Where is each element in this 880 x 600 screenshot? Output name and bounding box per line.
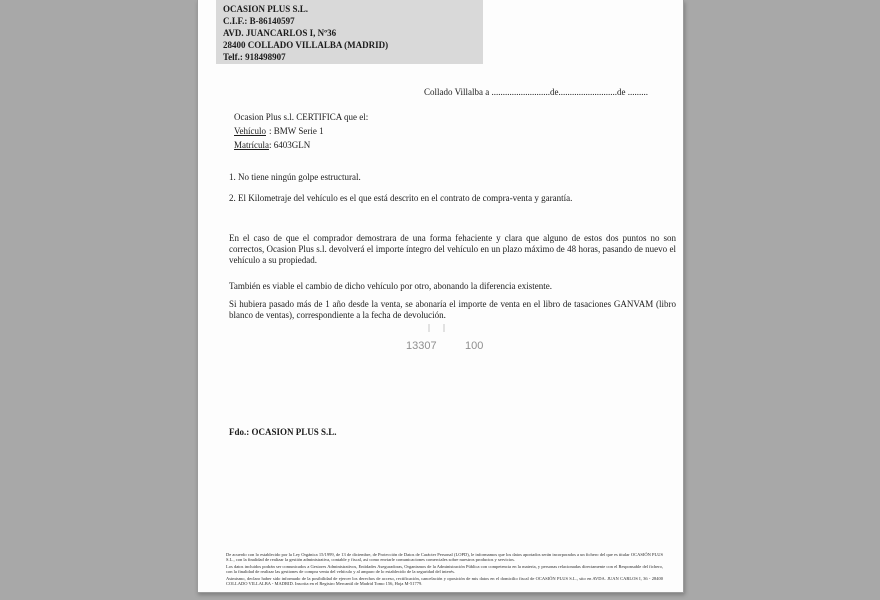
signature-line: Fdo.: OCASION PLUS S.L. (229, 427, 337, 437)
loading-tick-left (428, 324, 430, 332)
plate-value: : 6403GLN (269, 140, 311, 150)
company-name: OCASION PLUS S.L. (223, 4, 309, 14)
loading-tick-right (443, 324, 445, 332)
lopd-paragraph-3: Asimismo, declaro haber sido informado de la posibilidad de ejercer los derechos de acceso, rectificación, cancelación y oposición de mis datos en el domicilio fiscal de OCASIÓN PLUS S.L., sito en AVDA. JUAN CARLOS I, 36 - 28400 COLLADO VILLALBA - MADRID. Inscrita en el Registro Mercantil de Madrid Tomo 156, Hoja M-51779. (226, 575, 663, 587)
company-address: AVD. JUANCARLOS I, Nº36 (223, 28, 337, 38)
vehicle-line (234, 124, 368, 138)
date-dots-day: .......................... (491, 87, 551, 97)
date-de-2: de (617, 87, 626, 97)
document-page (197, 0, 684, 593)
company-header-block (216, 0, 483, 64)
overlay-number-right: 100 (465, 340, 484, 352)
company-city: 28400 COLLADO VILLALBA (MADRID) (223, 40, 389, 50)
plate-label: Matrícula (234, 140, 269, 150)
exchange-paragraph: También es viable el cambio de dicho vehículo por otro, abonando la diferencia existente. (229, 281, 553, 291)
plate-line (234, 138, 368, 152)
lopd-paragraph-2: Los datos incluidos podrán ser comunicados a Gestores Administrativos, Entidades Aseguradoras, Organismos de la Administración Pública con competencia en la materia, y personas relacionadas directamente con el Responsable del fichero, con la finalidad de realizar las gestiones de compra venta del vehículo y al amparo de lo establecido de la seguridad del interés. (226, 563, 663, 575)
company-phone: Telf.: 918498907 (223, 52, 286, 62)
vehicle-label: Vehículo (234, 126, 266, 136)
refund-paragraph: En el caso de que el comprador demostrara de una forma fehaciente y clara que alguno de estos dos puntos no son correctos, Ocasion Plus s.l. devolverá el importe íntegro del vehículo en un plazo máximo de 48 horas, pasando de nuevo el vehículo a su propiedad. (229, 233, 676, 265)
certify-intro: Ocasion Plus s.l. CERTIFICA que el: (234, 112, 369, 122)
date-line (424, 87, 674, 97)
legal-fine-print (226, 552, 663, 587)
company-cif: C.I.F.: B-86140597 (223, 16, 295, 26)
lopd-paragraph-1: De acuerdo con lo establecido por la Ley Orgánica 15/1999, de 13 de diciembre, de Protección de Datos de Carácter Personal (LOPD), le informamos que los datos aportados serán incorporados a un fichero del que es titular OCASIÓN PLUS S.L., con la finalidad de realizar la gestión administrativa, contable y fiscal, así como enviarle comunicaciones comerciales sobre nuestros productos y servicios. (226, 552, 663, 563)
certified-point-2: 2. El Kilometraje del vehículo es el que está descrito en el contrato de compra-venta y garantía. (229, 193, 573, 203)
date-prefix: Collado Villalba a (424, 87, 492, 97)
certification-block (234, 110, 368, 152)
date-dots-month: .......................... (558, 87, 618, 97)
vehicle-value: : BMW Serie 1 (269, 126, 324, 136)
certified-point-1: 1. No tiene ningún golpe estructural. (229, 172, 361, 182)
date-dots-year: ......... (625, 87, 649, 97)
date-de-1: de (550, 87, 559, 97)
overlay-number-left: 13307 (406, 340, 437, 352)
ganvam-paragraph: Si hubiera pasado más de 1 año desde la venta, se abonaría el importe de venta en el libro de tasaciones GANVAM (libro blanco de ventas), correspondiente a la fecha de devolución. (229, 299, 676, 320)
